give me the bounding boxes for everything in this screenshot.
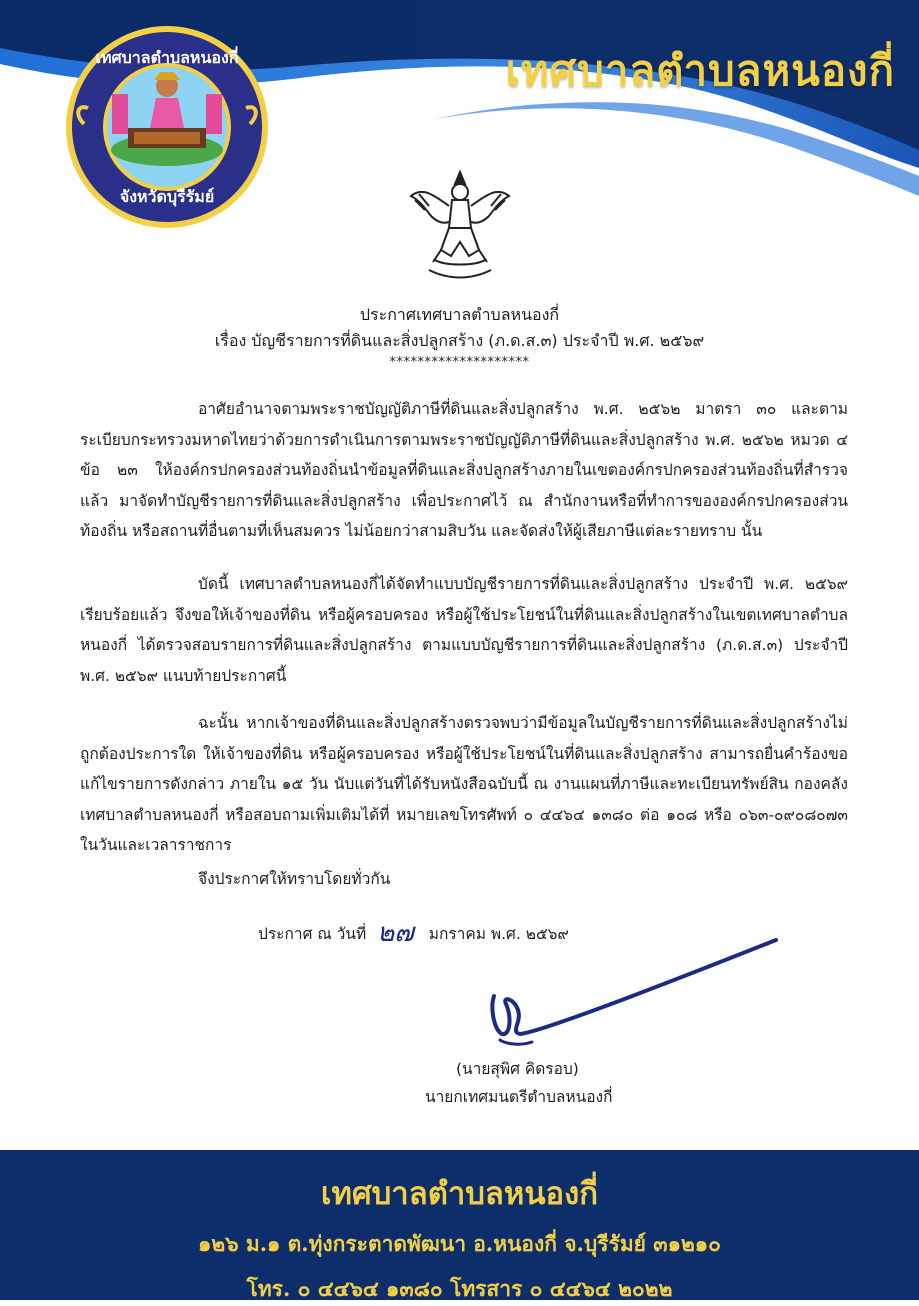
garuda-emblem xyxy=(405,166,515,288)
paragraph-3-text: ฉะนั้น หากเจ้าของที่ดินและสิ่งปลูกสร้างตรวจพบว่ามีข้อมูลในบัญชีรายการที่ดินและสิ่งปลูกสร้างไม่ถูกต้องประการใด ให้เจ้าของที่ดิน หรือผู้ครอบครอง หรือผู้ใช้ประโยชน์ในที่ดินและสิ่งปลูกสร้าง สามารถยื่นคำร้องขอแก้ไขรายการดังกล่าว ภายใน ๑๕ วัน นับแต่วันที่ได้รับหนังสือฉบับนี้ ณ งานแผนที่ภาษีและทะเบียนทรัพย์สิน กองคลัง เทศบาลตำบลหนองกี่ หรือสอบถามเพิ่มเติมได้ที่ หมายเลขโทรศัพท์ ๐ ๔๔๖๔ ๑๓๘๐ ต่อ ๑๐๘ หรือ ๐๖๓-๐๙๐๘๐๗๓ ในวันและเวลาราชการ xyxy=(80,714,848,855)
date-day-handwritten: ๒๗ xyxy=(377,918,414,948)
announcement-heading: ประกาศเทศบาลตำบลหนองกี่ xyxy=(359,305,560,324)
paragraph-1 xyxy=(80,394,848,547)
paragraph-1-text: อาศัยอำนาจตามพระราชบัญญัติภาษีที่ดินและสิ่งปลูกสร้าง พ.ศ. ๒๕๖๒ มาตรา ๓๐ และตามระเบียบกระทรวงมหาดไทยว่าด้วยการดำเนินการตามพระราชบัญญัติภาษีที่ดินและสิ่งปลูกสร้าง พ.ศ. ๒๕๖๒ หมวด ๔ ข้อ ๒๓ ให้องค์กรปกครองส่วนท้องถิ่นนำข้อมูลที่ดินและสิ่งปลูกสร้างภายในเขตองค์กรปกครองส่วนท้องถิ่นที่สำรวจแล้ว มาจัดทำบัญชีรายการที่ดินและสิ่งปลูกสร้าง เพื่อประกาศไว้ ณ สำนักงานหรือที่ทำการขององค์กรปกครองส่วนท้องถิ่น หรือสถานที่อื่นตามที่เห็นสมควร ไม่น้อยกว่าสามสิบวัน และจัดส่งให้ผู้เสียภาษีแต่ละรายทราบ นั้น xyxy=(80,400,848,541)
footer-address: ๑๒๖ ม.๑ ต.ทุ่งกระตาดพัฒนา อ.หนองกี่ จ.บุรีรัมย์ ๓๑๒๑๐ xyxy=(198,1231,721,1256)
garuda-icon xyxy=(405,166,515,288)
paragraph-3 xyxy=(80,708,848,861)
date-prefix: ประกาศ ณ วันที่ xyxy=(258,925,367,943)
closing-statement: จึงประกาศให้ทราบโดยทั่วกัน xyxy=(198,870,391,888)
signer-position: นายกเทศมนตรีตำบลหนองกี่ xyxy=(425,1088,613,1106)
paragraph-2-text: บัดนี้ เทศบาลตำบลหนองกี่ได้จัดทำแบบบัญชีรายการที่ดินและสิ่งปลูกสร้าง ประจำปี พ.ศ. ๒๕๖๙ เรียบร้อยแล้ว จึงขอให้เจ้าของที่ดิน หรือผู้ครอบครอง หรือผู้ใช้ประโยชน์ในที่ดินและสิ่งปลูกสร้างในเขตเทศบาลตำบลหนองกี่ ได้ตรวจสอบรายการที่ดินและสิ่งปลูกสร้าง ตามแบบบัญชีรายการที่ดินและสิ่งปลูกสร้าง (ภ.ด.ส.๓) ประจำปี พ.ศ. ๒๕๖๙ แนบท้ายประกาศนี้ xyxy=(80,575,848,685)
date-suffix: มกราคม พ.ศ. ๒๕๖๙ xyxy=(428,925,569,943)
announcement-title-block xyxy=(0,302,919,372)
municipality-seal xyxy=(64,24,270,230)
seal-bottom-text: จังหวัดบุรีรัมย์ xyxy=(119,187,215,206)
paragraph-2 xyxy=(80,569,848,691)
footer-phone-fax: โทร. ๐ ๔๔๖๔ ๑๓๘๐ โทรสาร ๐ ๔๔๖๔ ๒๐๒๒ xyxy=(246,1276,673,1301)
signature xyxy=(480,934,780,1054)
announcement-subject: เรื่อง บัญชีรายการที่ดินและสิ่งปลูกสร้าง (ภ.ด.ส.๓) ประจำปี พ.ศ. ๒๕๖๙ xyxy=(214,331,705,350)
footer xyxy=(0,1150,919,1300)
signer-name: (นายสุพิศ คิดรอบ) xyxy=(456,1060,579,1078)
seal-top-text: เทศบาลตำบลหนองกี่ xyxy=(95,48,239,67)
title-separator: ******************** xyxy=(389,355,530,370)
signature-scribble-icon xyxy=(480,934,780,1054)
footer-organization-name: เทศบาลตำบลหนองกี่ xyxy=(320,1176,599,1212)
header-title: เทศบาลตำบลหนองกี่ xyxy=(505,46,895,95)
